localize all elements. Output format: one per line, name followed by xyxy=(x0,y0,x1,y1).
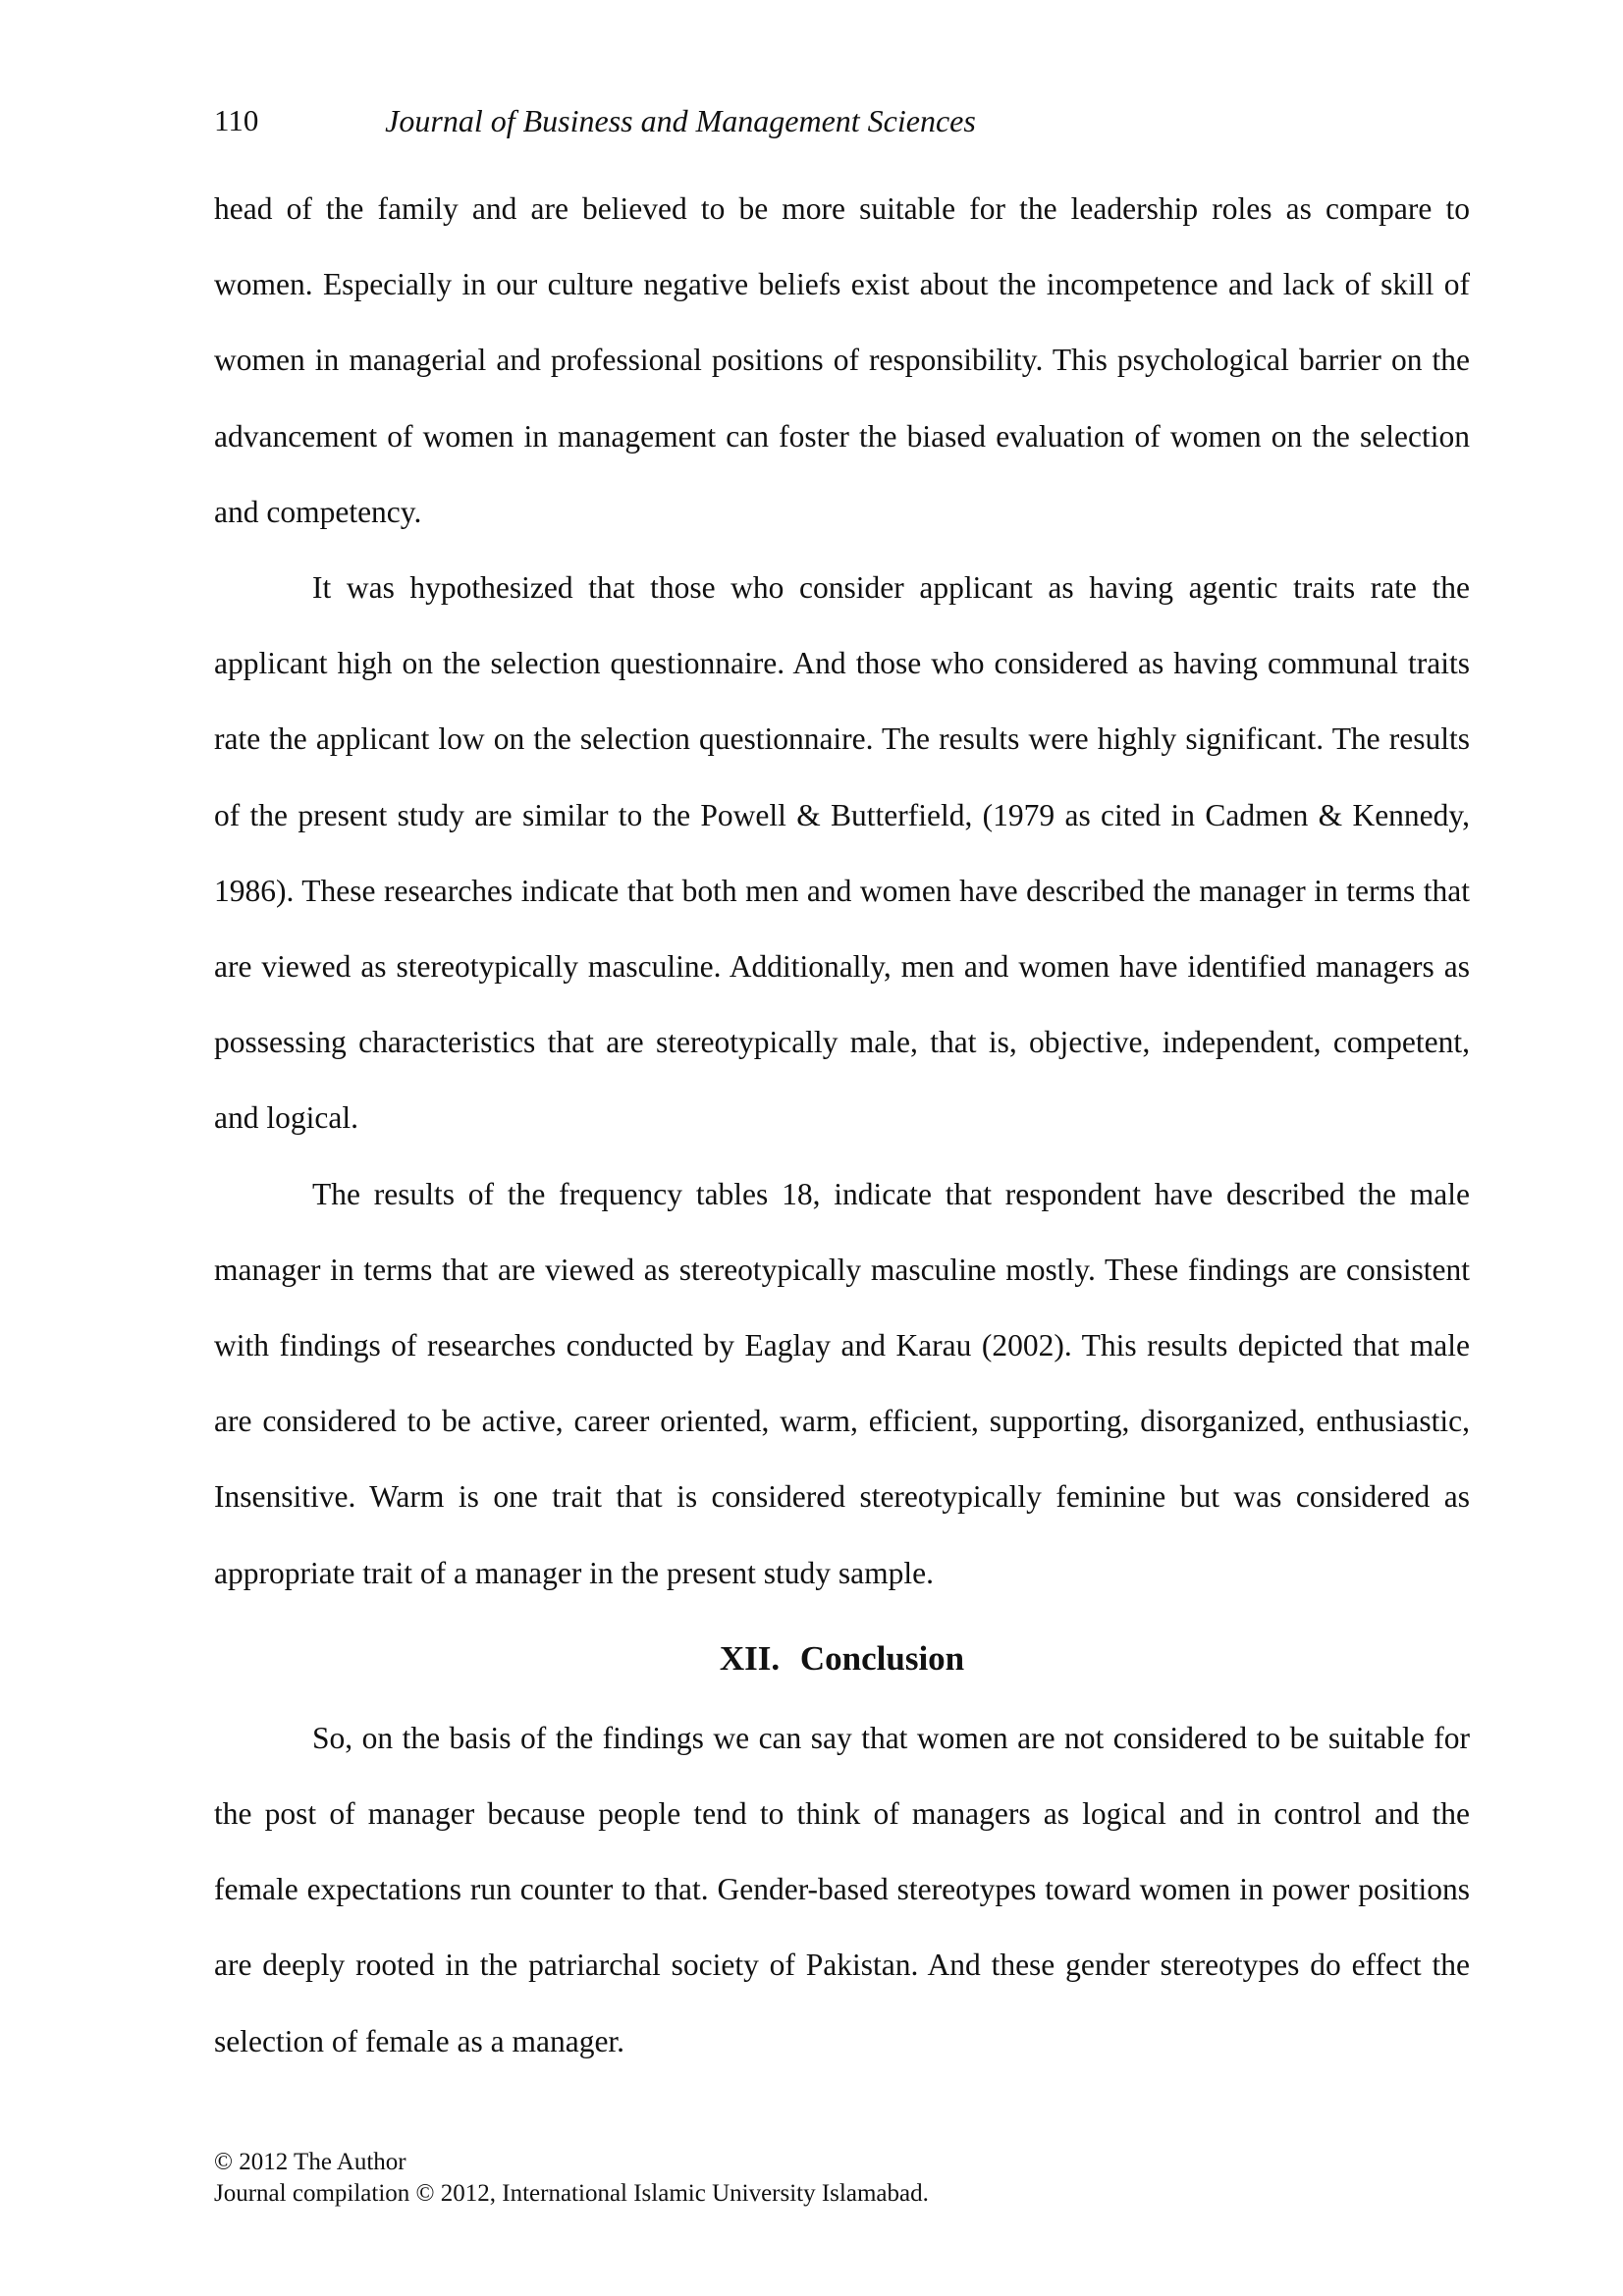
paragraph-continued: head of the family and are believed to be more suitable for the leadership roles as compare to women. Especially in our culture negative beliefs exist about the incompetence and lack of skill of women in managerial and professional positions of responsibility. This psychological barrier on the advancement of women in management can foster the biased evaluation of women on the selection and competency. xyxy=(214,191,1470,529)
journal-title: Journal of Business and Management Sciences xyxy=(385,103,976,138)
paragraph-conclusion: So, on the basis of the findings we can say that women are not considered to be suitable for the post of manager because people tend to think of managers as logical and in control and the female expectations run counter to that. Gender-based stereotypes toward women in power positions are deeply rooted in the patriarchal society of Pakistan. And these gender stereotypes do effect the selection of female as a manager. xyxy=(214,1720,1470,2058)
body-text xyxy=(214,171,1470,2079)
footer-compilation: Journal compilation © 2012, International Islamic University Islamabad. xyxy=(214,2180,929,2207)
section-number: XII. xyxy=(719,1638,781,1678)
section-title: Conclusion xyxy=(799,1638,965,1678)
section-heading xyxy=(214,1611,1470,1700)
page-footer xyxy=(214,2147,1470,2210)
footer-copyright: © 2012 The Author xyxy=(214,2149,406,2175)
page-number: 110 xyxy=(214,103,259,137)
paragraph-frequency-results: The results of the frequency tables 18, indicate that respondent have described the male manager in terms that are viewed as stereotypically masculine mostly. These findings are consistent with findings of researches conducted by Eaglay and Karau (2002). This results depicted that male are considered to be active, career oriented, warm, efficient, supporting, disorganized, enthusiastic, Insensitive. Warm is one trait that is considered stereotypically feminine but was considered as appropriate trait of a manager in the present study sample. xyxy=(214,1176,1470,1590)
page-header xyxy=(214,96,1471,145)
paragraph-hypothesis: It was hypothesized that those who consider applicant as having agentic traits rate the applicant high on the selection questionnaire. And those who considered as having communal traits rate the applicant low on the selection questionnaire. The results were highly significant. The results of the present study are similar to the Powell & Butterfield, (1979 as cited in Cadmen & Kennedy, 1986). These researches indicate that both men and women have described the manager in terms that are viewed as stereotypically masculine. Additionally, men and women have identified managers as possessing characteristics that are stereotypically male, that is, objective, independent, competent, and logical. xyxy=(214,570,1470,1136)
